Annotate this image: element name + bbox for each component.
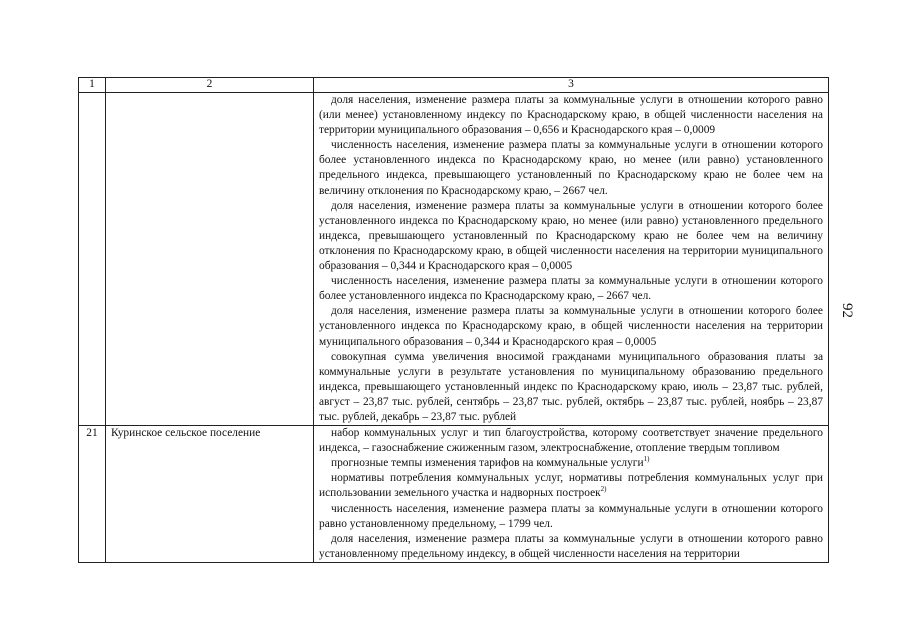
indicator-paragraph	[319, 93, 823, 138]
paragraph-text: совокупная сумма увеличения вносимой гражданами муниципального образования платы за коммунальные услуги в результате установления по муниципальному образованию предельного индекса, превышающего установленный индекс по Краснодарскому краю, июль – 23,87 тыс. рублей, август – 23,87 тыс. рублей, сентябрь – 23,87 тыс. рублей, октябрь – 23,87 тыс. рублей, ноябрь – 23,87 тыс. рублей, декабрь – 23,87 тыс. рублей	[319, 350, 823, 423]
indicators-cell	[314, 426, 829, 563]
footnote-marker: 1)	[643, 455, 650, 464]
indicator-paragraph	[319, 274, 823, 304]
indicator-paragraph	[319, 426, 823, 456]
settlement-name-cell	[106, 93, 314, 426]
column-header-1: 1	[79, 78, 106, 93]
paragraph-text: численность населения, изменение размера платы за коммунальные услуги в отношении которого более установленного индекса по Краснодарскому краю, но менее (или равно) установленного предельного индекса, превышающего установленный по Краснодарскому краю не более чем на величину отклонения по Краснодарскому краю, – 2667 чел.	[319, 139, 823, 197]
indicators-cell	[314, 93, 829, 426]
paragraph-text: доля населения, изменение размера платы за коммунальные услуги в отношении которого равно (или менее) установленному индексу по Краснодарскому краю, в общей численности населения на территории муниципального образования – 0,656 и Краснодарского края – 0,0009	[319, 94, 823, 137]
table-row	[79, 426, 829, 563]
indicator-paragraph	[319, 350, 823, 425]
column-header-2: 2	[106, 78, 314, 93]
indicator-paragraph	[319, 502, 823, 532]
footnote-marker: 2)	[600, 485, 607, 494]
indicator-paragraph	[319, 456, 823, 471]
paragraph-text: численность населения, изменение размера платы за коммунальные услуги в отношении которого более установленного индекса по Краснодарскому краю, – 2667 чел.	[319, 275, 823, 303]
table-header-row	[79, 78, 829, 93]
paragraph-text: доля населения, изменение размера платы за коммунальные услуги в отношении которого равно установленному предельному индексу, в общей численности населения на территории	[319, 532, 823, 560]
paragraph-text: набор коммунальных услуг и тип благоустройства, которому соответствует значение предельного индекса, – газоснабжение сжиженным газом, электроснабжение, отопление твердым топливом	[319, 427, 823, 455]
indicator-paragraph	[319, 199, 823, 274]
paragraph-text: доля населения, изменение размера платы за коммунальные услуги в отношении которого более установленного индекса по Краснодарскому краю, в общей численности населения на территории муниципального образования – 0,344 и Краснодарского края – 0,0005	[319, 305, 823, 348]
page-number: 92	[839, 303, 855, 318]
settlement-name-cell: Куринское сельское поселение	[106, 426, 314, 563]
data-table	[78, 77, 829, 563]
paragraph-text: доля населения, изменение размера платы за коммунальные услуги в отношении которого более установленного индекса по Краснодарскому краю, но менее (или равно) установленного предельного индекса, превышающего установленный по Краснодарскому краю не более чем на величину отклонения по Краснодарскому краю, в общей численности населения на территории муниципального образования – 0,344 и Краснодарского края – 0,0005	[319, 199, 823, 273]
paragraph-text: нормативы потребления коммунальных услуг, нормативы потребления коммунальных услуг при использовании земельного участка и надворных построек	[319, 472, 823, 500]
indicator-paragraph	[319, 304, 823, 349]
paragraph-text: прогнозные темпы изменения тарифов на коммунальные услуги	[331, 457, 644, 470]
paragraph-text: численность населения, изменение размера платы за коммунальные услуги в отношении которого равно установленному предельному, – 1799 чел.	[319, 502, 823, 530]
row-number-cell	[79, 93, 106, 426]
row-number-cell: 21	[79, 426, 106, 563]
table-row	[79, 93, 829, 426]
indicator-paragraph	[319, 138, 823, 198]
indicator-paragraph	[319, 532, 823, 562]
column-header-3: 3	[314, 78, 829, 93]
indicator-paragraph	[319, 471, 823, 501]
